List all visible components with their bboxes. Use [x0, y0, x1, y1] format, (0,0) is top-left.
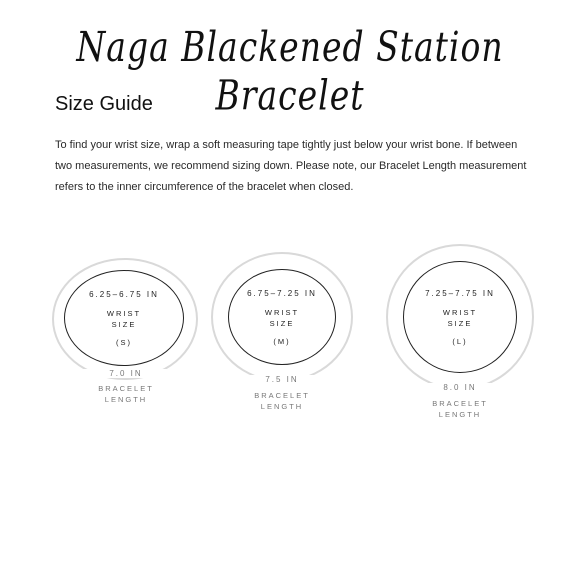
- wrist-size-label: WRIST SIZE: [442, 307, 478, 328]
- size-card-medium: [211, 252, 353, 412]
- wrist-size-label: WRIST SIZE: [264, 307, 300, 328]
- wrist-range: 7.25–7.75 IN: [425, 288, 495, 298]
- wrist-range: 6.25–6.75 IN: [89, 289, 159, 299]
- wrist-ring: [403, 261, 517, 373]
- bracelet-length-caption: BRACELET LENGTH: [254, 391, 310, 411]
- size-code: (S): [116, 337, 132, 347]
- size-card-small: [52, 258, 200, 408]
- intro-paragraph: To find your wrist size, wrap a soft measuring tape tightly just below your wrist bone. If between two measurements, we recommend sizing down. Please note, our Bracelet Length measurement refers to the inner circumference of the bracelet when closed.: [55, 139, 527, 193]
- section-heading: Size Guide: [55, 93, 153, 115]
- size-code: (L): [452, 336, 468, 346]
- bracelet-length-caption: BRACELET LENGTH: [98, 384, 154, 404]
- bracelet-length-value: 7.0 IN: [52, 369, 200, 378]
- bracelet-length-value: 7.5 IN: [211, 375, 353, 384]
- bracelet-length-value: 8.0 IN: [386, 383, 534, 392]
- wrist-size-label: WRIST SIZE: [106, 308, 142, 329]
- page-title: Naga Blackened Station Bracelet: [76, 22, 504, 120]
- wrist-range: 6.75–7.25 IN: [247, 288, 317, 298]
- bracelet-length-caption: BRACELET LENGTH: [432, 399, 488, 419]
- size-code: (M): [273, 336, 291, 346]
- wrist-ring: [64, 270, 184, 366]
- size-card-large: [386, 244, 534, 419]
- wrist-ring: [228, 269, 336, 365]
